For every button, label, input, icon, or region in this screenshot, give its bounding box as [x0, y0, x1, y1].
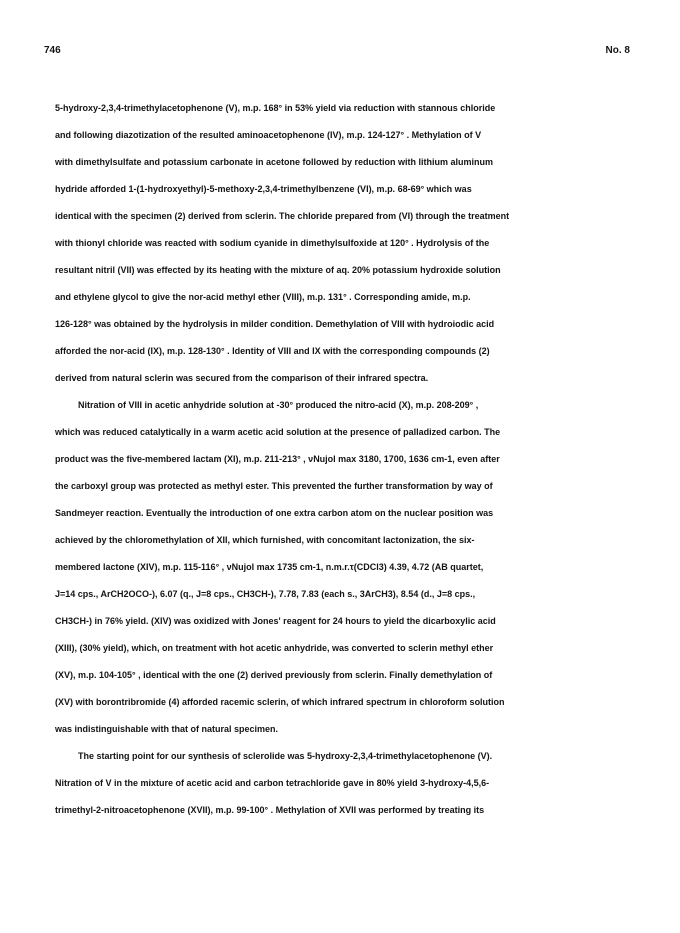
text-line: product was the five-membered lactam (XI), m.p. 211-213° , νNujol max 3180, 1700, 1636 cm-1, even after	[55, 454, 500, 464]
text-line: J=14 cps., ArCH2OCO-), 6.07 (q., J=8 cps., CH3CH-), 7.78, 7.83 (each s., 3ArCH3), 8.54 (d., J=8 cps.,	[55, 589, 476, 599]
article-body	[55, 95, 637, 824]
paragraph-first-line: The starting point for our synthesis of sclerolide was 5-hydroxy-2,3,4-trimethylacetophenone (V).	[78, 751, 493, 761]
text-line: CH3CH-) in 76% yield. (XIV) was oxidized with Jones' reagent for 24 hours to yield the dicarboxylic acid	[55, 616, 496, 626]
text-line: and following diazotization of the resulted aminoacetophenone (IV), m.p. 124-127° . Methylation of V	[55, 130, 482, 140]
text-line: and ethylene glycol to give the nor-acid methyl ether (VIII), m.p. 131° . Corresponding amide, m.p.	[55, 292, 471, 302]
text-line: which was reduced catalytically in a warm acetic acid solution at the presence of palladized carbon. The	[55, 427, 501, 437]
text-line: with thionyl chloride was reacted with sodium cyanide in dimethylsulfoxide at 120° . Hydrolysis of the	[55, 238, 490, 248]
text-line: Nitration of V in the mixture of acetic acid and carbon tetrachloride gave in 80% yield 3-hydroxy-4,5,6-	[55, 778, 490, 788]
text-line: derived from natural sclerin was secured from the comparison of their infrared spectra.	[55, 373, 429, 383]
paragraph-first-line: Nitration of VIII in acetic anhydride solution at -30° produced the nitro-acid (X), m.p. 208-209° ,	[78, 400, 479, 410]
text-line: achieved by the chloromethylation of XII, which furnished, with concomitant lactonization, the six-	[55, 535, 475, 545]
text-line: (XV) with borontribromide (4) afforded racemic sclerin, of which infrared spectrum in chloroform solution	[55, 697, 505, 707]
text-line: resultant nitril (VII) was effected by its heating with the mixture of aq. 20% potassium hydroxide solution	[55, 265, 501, 275]
page-number: 746	[44, 45, 61, 56]
text-line: the carboxyl group was protected as methyl ester. This prevented the further transformation by way of	[55, 481, 493, 491]
text-line: (XV), m.p. 104-105° , identical with the one (2) derived previously from sclerin. Finally demethylation of	[55, 670, 493, 680]
text-line: Sandmeyer reaction. Eventually the introduction of one extra carbon atom on the nuclear position was	[55, 508, 494, 518]
text-line: (XIII), (30% yield), which, on treatment with hot acetic anhydride, was converted to sclerin methyl ether	[55, 643, 494, 653]
text-line: afforded the nor-acid (IX), m.p. 128-130° . Identity of VIII and IX with the corresponding compounds (2)	[55, 346, 490, 356]
text-line: was indistinguishable with that of natural specimen.	[55, 724, 279, 734]
text-line: 5-hydroxy-2,3,4-trimethylacetophenone (V), m.p. 168° in 53% yield via reduction with stannous chloride	[55, 103, 496, 113]
text-line: 126-128° was obtained by the hydrolysis in milder condition. Demethylation of VIII with hydroiodic acid	[55, 319, 495, 329]
text-line: trimethyl-2-nitroacetophenone (XVII), m.p. 99-100° . Methylation of XVII was performed by treating its	[55, 805, 485, 815]
text-line: hydride afforded 1-(1-hydroxyethyl)-5-methoxy-2,3,4-trimethylbenzene (VI), m.p. 68-69° which was	[55, 184, 472, 194]
text-line: with dimethylsulfate and potassium carbonate in acetone followed by reduction with lithium aluminum	[55, 157, 494, 167]
journal-number: No. 8	[605, 45, 630, 56]
text-line: identical with the specimen (2) derived from sclerin. The chloride prepared from (VI) through the treatment	[55, 211, 510, 221]
text-line: membered lactone (XIV), m.p. 115-116° , νNujol max 1735 cm-1, n.m.r.τ(CDCl3) 4.39, 4.72 (AB quartet,	[55, 562, 484, 572]
